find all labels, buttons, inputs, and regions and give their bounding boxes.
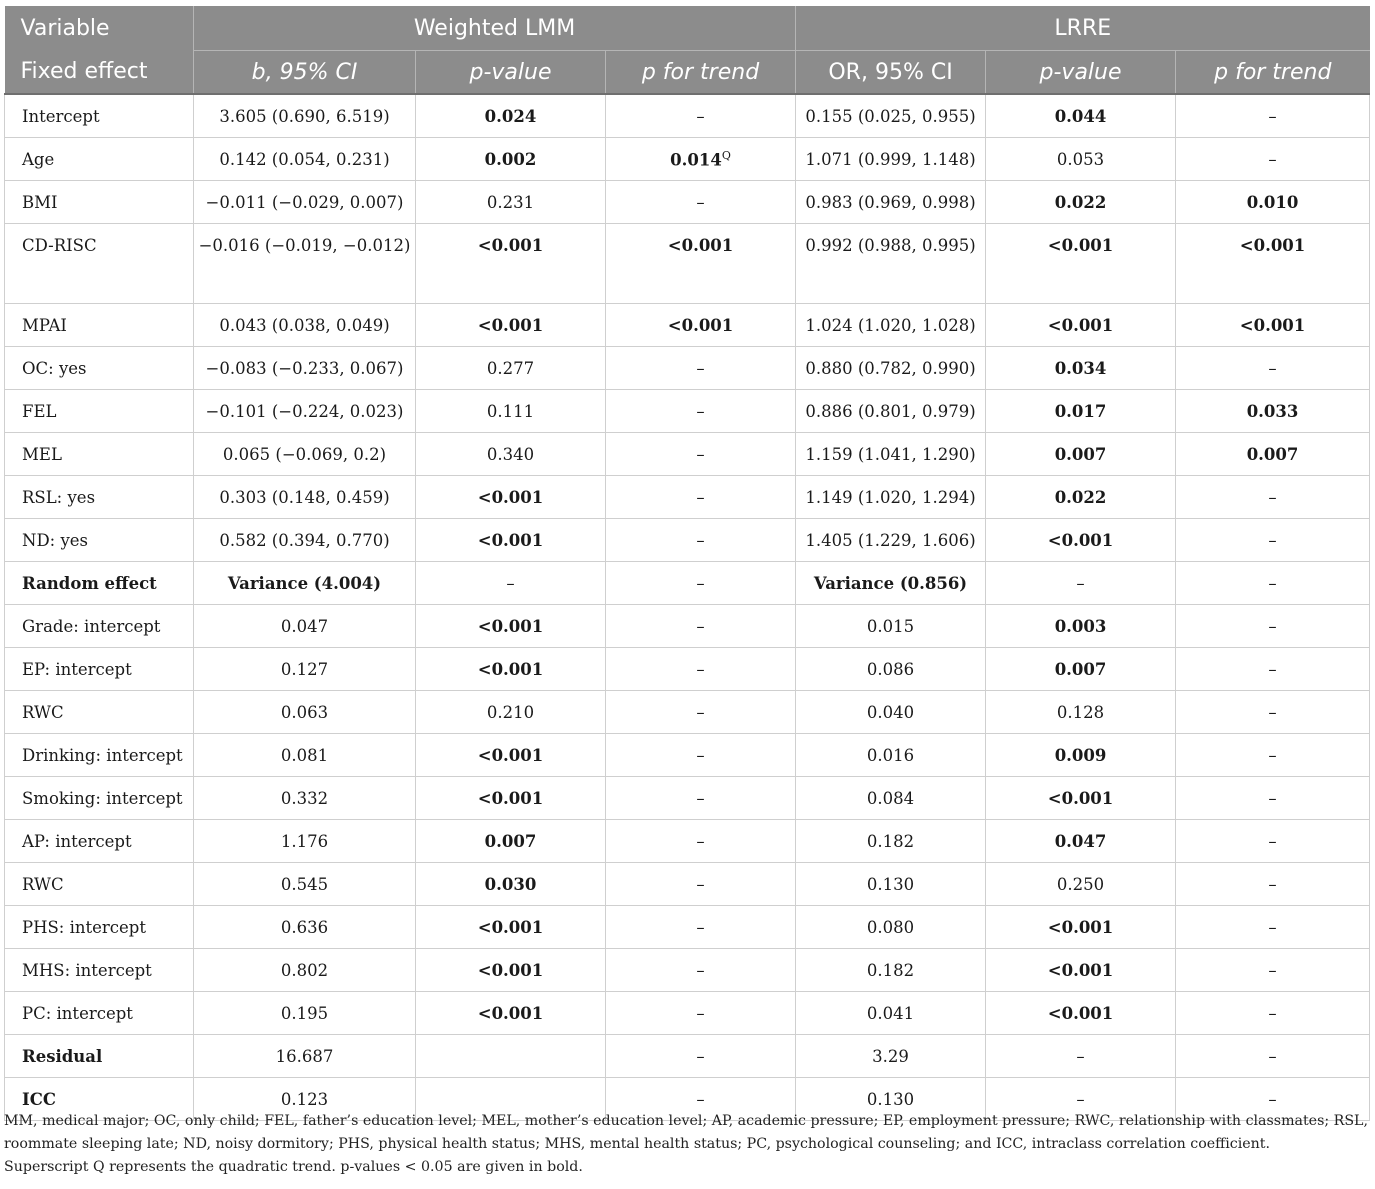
header-fixed-effect: Fixed effect bbox=[5, 51, 194, 95]
cell-variable: Drinking: intercept bbox=[5, 734, 194, 777]
cell-variable: PHS: intercept bbox=[5, 906, 194, 949]
cell-variable: RWC bbox=[5, 691, 194, 734]
cell-lrre-estimate: 0.182 bbox=[796, 820, 986, 863]
cell-variable: ND: yes bbox=[5, 519, 194, 562]
cell-lmm-pvalue: 0.007 bbox=[416, 820, 606, 863]
cell-lrre-ptrend: – bbox=[1176, 138, 1370, 181]
cell-lrre-estimate: 0.130 bbox=[796, 1078, 986, 1121]
cell-lrre-ptrend: – bbox=[1176, 1078, 1370, 1121]
cell-lrre-pvalue: 0.022 bbox=[986, 476, 1176, 519]
cell-lmm-pvalue: 0.002 bbox=[416, 138, 606, 181]
cell-lmm-ptrend: – bbox=[606, 734, 796, 777]
table-row bbox=[5, 390, 1370, 433]
table-footnotes bbox=[4, 1110, 1369, 1179]
cell-lmm-ptrend: – bbox=[606, 390, 796, 433]
cell-variable: PC: intercept bbox=[5, 992, 194, 1035]
header-lmm-estimate: b, 95% CI bbox=[194, 51, 416, 95]
cell-lrre-ptrend: – bbox=[1176, 992, 1370, 1035]
cell-lrre-pvalue: 0.007 bbox=[986, 433, 1176, 476]
table-row bbox=[5, 347, 1370, 390]
cell-variable: EP: intercept bbox=[5, 648, 194, 691]
cell-lmm-pvalue: <0.001 bbox=[416, 949, 606, 992]
cell-lrre-ptrend: – bbox=[1176, 863, 1370, 906]
cell-lrre-pvalue: 0.128 bbox=[986, 691, 1176, 734]
cell-lrre-pvalue: 0.250 bbox=[986, 863, 1176, 906]
cell-lmm-pvalue: <0.001 bbox=[416, 605, 606, 648]
cell-lrre-pvalue: <0.001 bbox=[986, 992, 1176, 1035]
table-row bbox=[5, 519, 1370, 562]
cell-lrre-ptrend: – bbox=[1176, 605, 1370, 648]
cell-lrre-ptrend: 0.010 bbox=[1176, 181, 1370, 224]
cell-lmm-estimate: 0.303 (0.148, 0.459) bbox=[194, 476, 416, 519]
cell-lmm-estimate: 0.043 (0.038, 0.049) bbox=[194, 304, 416, 347]
cell-variable: Grade: intercept bbox=[5, 605, 194, 648]
table-row bbox=[5, 906, 1370, 949]
cell-variable: RWC bbox=[5, 863, 194, 906]
table-row bbox=[5, 734, 1370, 777]
header-lmm-pvalue: p-value bbox=[416, 51, 606, 95]
table-header bbox=[5, 6, 1370, 94]
cell-lmm-ptrend: – bbox=[606, 820, 796, 863]
cell-lmm-ptrend: – bbox=[606, 863, 796, 906]
cell-lrre-ptrend: – bbox=[1176, 691, 1370, 734]
cell-variable: MHS: intercept bbox=[5, 949, 194, 992]
table-row bbox=[5, 992, 1370, 1035]
table-row bbox=[5, 181, 1370, 224]
cell-variable: CD-RISC bbox=[5, 224, 194, 304]
cell-lmm-pvalue: 0.277 bbox=[416, 347, 606, 390]
cell-lmm-ptrend: – bbox=[606, 94, 796, 138]
cell-lmm-estimate: 0.195 bbox=[194, 992, 416, 1035]
cell-variable: Age bbox=[5, 138, 194, 181]
cell-lmm-estimate: −0.083 (−0.233, 0.067) bbox=[194, 347, 416, 390]
cell-lrre-pvalue: 0.044 bbox=[986, 94, 1176, 138]
cell-lmm-ptrend: – bbox=[606, 605, 796, 648]
cell-variable: OC: yes bbox=[5, 347, 194, 390]
cell-lrre-pvalue: <0.001 bbox=[986, 777, 1176, 820]
cell-variable: Random effect bbox=[5, 562, 194, 605]
table-row bbox=[5, 863, 1370, 906]
cell-lrre-pvalue: 0.047 bbox=[986, 820, 1176, 863]
cell-lrre-ptrend: – bbox=[1176, 562, 1370, 605]
cell-lmm-estimate: 0.123 bbox=[194, 1078, 416, 1121]
cell-variable: Intercept bbox=[5, 94, 194, 138]
cell-lmm-estimate: 0.081 bbox=[194, 734, 416, 777]
cell-lrre-ptrend: – bbox=[1176, 820, 1370, 863]
cell-lrre-estimate: 0.130 bbox=[796, 863, 986, 906]
table-row bbox=[5, 476, 1370, 519]
cell-lrre-ptrend: – bbox=[1176, 347, 1370, 390]
cell-lrre-estimate: Variance (0.856) bbox=[796, 562, 986, 605]
cell-variable: Smoking: intercept bbox=[5, 777, 194, 820]
cell-lmm-pvalue: <0.001 bbox=[416, 648, 606, 691]
cell-lrre-estimate: 1.149 (1.020, 1.294) bbox=[796, 476, 986, 519]
cell-variable: AP: intercept bbox=[5, 820, 194, 863]
cell-lmm-estimate: 0.802 bbox=[194, 949, 416, 992]
cell-lmm-pvalue: <0.001 bbox=[416, 304, 606, 347]
cell-lmm-pvalue: <0.001 bbox=[416, 777, 606, 820]
cell-variable: MPAI bbox=[5, 304, 194, 347]
cell-lrre-pvalue: – bbox=[986, 1035, 1176, 1078]
cell-lrre-pvalue: <0.001 bbox=[986, 906, 1176, 949]
table-row bbox=[5, 224, 1370, 304]
cell-lrre-pvalue: 0.017 bbox=[986, 390, 1176, 433]
cell-lrre-pvalue: – bbox=[986, 1078, 1176, 1121]
cell-lmm-ptrend: – bbox=[606, 949, 796, 992]
cell-lrre-pvalue: – bbox=[986, 562, 1176, 605]
cell-lmm-ptrend: – bbox=[606, 648, 796, 691]
cell-lrre-estimate: 1.071 (0.999, 1.148) bbox=[796, 138, 986, 181]
table-row bbox=[5, 949, 1370, 992]
cell-lrre-pvalue: <0.001 bbox=[986, 304, 1176, 347]
table-row bbox=[5, 648, 1370, 691]
cell-lrre-ptrend: – bbox=[1176, 949, 1370, 992]
table-row bbox=[5, 777, 1370, 820]
cell-lrre-estimate: 0.016 bbox=[796, 734, 986, 777]
cell-lmm-pvalue: – bbox=[416, 562, 606, 605]
cell-lrre-ptrend: – bbox=[1176, 94, 1370, 138]
cell-lmm-pvalue: <0.001 bbox=[416, 906, 606, 949]
table-row bbox=[5, 605, 1370, 648]
cell-lmm-ptrend: – bbox=[606, 777, 796, 820]
cell-lrre-pvalue: <0.001 bbox=[986, 949, 1176, 992]
cell-lmm-estimate: 0.047 bbox=[194, 605, 416, 648]
cell-lmm-estimate: 0.582 (0.394, 0.770) bbox=[194, 519, 416, 562]
cell-lmm-estimate: Variance (4.004) bbox=[194, 562, 416, 605]
header-lrre-ptrend: p for trend bbox=[1176, 51, 1370, 95]
cell-lmm-ptrend: <0.001 bbox=[606, 304, 796, 347]
cell-lrre-estimate: 0.084 bbox=[796, 777, 986, 820]
footnote-abbreviations: MM, medical major; OC, only child; FEL, father’s education level; MEL, mother’s education level; AP, academic pressure; EP, employment pressure; RWC, relationship with classmates; RSL, roommate sleeping late; ND, noisy dormitory; PHS, physical health status; MHS, mental health status; PC, psychological counseling; and ICC, intraclass correlation coefficient. bbox=[4, 1113, 1368, 1152]
cell-lmm-pvalue: <0.001 bbox=[416, 519, 606, 562]
cell-lrre-estimate: 1.159 (1.041, 1.290) bbox=[796, 433, 986, 476]
cell-lrre-ptrend: 0.033 bbox=[1176, 390, 1370, 433]
cell-lrre-estimate: 0.992 (0.988, 0.995) bbox=[796, 224, 986, 304]
cell-lrre-ptrend: – bbox=[1176, 734, 1370, 777]
cell-lrre-pvalue: 0.007 bbox=[986, 648, 1176, 691]
cell-lrre-pvalue: 0.003 bbox=[986, 605, 1176, 648]
cell-lrre-ptrend: <0.001 bbox=[1176, 304, 1370, 347]
results-table bbox=[4, 6, 1370, 1121]
header-group-lrre: LRRE bbox=[796, 6, 1370, 51]
cell-lrre-estimate: 0.155 (0.025, 0.955) bbox=[796, 94, 986, 138]
header-lmm-ptrend: p for trend bbox=[606, 51, 796, 95]
cell-lrre-estimate: 0.015 bbox=[796, 605, 986, 648]
table-body bbox=[5, 94, 1370, 1121]
cell-variable: Residual bbox=[5, 1035, 194, 1078]
cell-lrre-pvalue: 0.034 bbox=[986, 347, 1176, 390]
cell-lrre-ptrend: <0.001 bbox=[1176, 224, 1370, 304]
cell-lmm-ptrend: <0.001 bbox=[606, 224, 796, 304]
table-row bbox=[5, 304, 1370, 347]
cell-lmm-pvalue: 0.231 bbox=[416, 181, 606, 224]
cell-lrre-pvalue: <0.001 bbox=[986, 519, 1176, 562]
cell-lrre-pvalue: 0.053 bbox=[986, 138, 1176, 181]
cell-lmm-pvalue: 0.024 bbox=[416, 94, 606, 138]
cell-variable: FEL bbox=[5, 390, 194, 433]
table-row bbox=[5, 94, 1370, 138]
cell-lmm-ptrend: – bbox=[606, 476, 796, 519]
cell-lrre-ptrend: 0.007 bbox=[1176, 433, 1370, 476]
table-row bbox=[5, 1035, 1370, 1078]
cell-variable: ICC bbox=[5, 1078, 194, 1121]
cell-lmm-ptrend: – bbox=[606, 562, 796, 605]
cell-lrre-ptrend: – bbox=[1176, 1035, 1370, 1078]
table-row bbox=[5, 562, 1370, 605]
cell-lmm-pvalue: <0.001 bbox=[416, 992, 606, 1035]
cell-lmm-estimate: −0.101 (−0.224, 0.023) bbox=[194, 390, 416, 433]
cell-lrre-estimate: 0.086 bbox=[796, 648, 986, 691]
cell-lmm-estimate: 0.127 bbox=[194, 648, 416, 691]
cell-lrre-estimate: 0.040 bbox=[796, 691, 986, 734]
cell-lmm-ptrend: – bbox=[606, 992, 796, 1035]
table-row bbox=[5, 820, 1370, 863]
cell-lmm-estimate: 1.176 bbox=[194, 820, 416, 863]
cell-lmm-ptrend: – bbox=[606, 906, 796, 949]
cell-lmm-pvalue: 0.111 bbox=[416, 390, 606, 433]
cell-lrre-pvalue: 0.009 bbox=[986, 734, 1176, 777]
cell-lmm-ptrend: – bbox=[606, 347, 796, 390]
cell-lmm-estimate: 0.063 bbox=[194, 691, 416, 734]
cell-lmm-estimate: −0.016 (−0.019, −0.012) bbox=[194, 224, 416, 304]
superscript-marker: Q bbox=[721, 148, 731, 162]
cell-lmm-estimate: 0.065 (−0.069, 0.2) bbox=[194, 433, 416, 476]
cell-lrre-pvalue: <0.001 bbox=[986, 224, 1176, 304]
cell-lmm-estimate: 16.687 bbox=[194, 1035, 416, 1078]
cell-lmm-pvalue: 0.210 bbox=[416, 691, 606, 734]
cell-lmm-ptrend: – bbox=[606, 1078, 796, 1121]
cell-lrre-estimate: 0.983 (0.969, 0.998) bbox=[796, 181, 986, 224]
header-lrre-estimate: OR, 95% CI bbox=[796, 51, 986, 95]
cell-lmm-estimate: 0.332 bbox=[194, 777, 416, 820]
cell-lmm-estimate: −0.011 (−0.029, 0.007) bbox=[194, 181, 416, 224]
cell-lmm-ptrend: – bbox=[606, 1035, 796, 1078]
cell-lrre-ptrend: – bbox=[1176, 519, 1370, 562]
table-row bbox=[5, 433, 1370, 476]
cell-lrre-estimate: 0.080 bbox=[796, 906, 986, 949]
header-variable: Variable bbox=[5, 6, 194, 51]
cell-lrre-estimate: 0.880 (0.782, 0.990) bbox=[796, 347, 986, 390]
cell-lrre-ptrend: – bbox=[1176, 476, 1370, 519]
cell-lmm-ptrend: – bbox=[606, 691, 796, 734]
cell-lrre-estimate: 0.886 (0.801, 0.979) bbox=[796, 390, 986, 433]
cell-lrre-estimate: 0.182 bbox=[796, 949, 986, 992]
table-row bbox=[5, 691, 1370, 734]
cell-lrre-estimate: 0.041 bbox=[796, 992, 986, 1035]
cell-lrre-ptrend: – bbox=[1176, 648, 1370, 691]
cell-lmm-estimate: 0.142 (0.054, 0.231) bbox=[194, 138, 416, 181]
cell-lmm-pvalue: 0.030 bbox=[416, 863, 606, 906]
cell-lmm-ptrend: – bbox=[606, 519, 796, 562]
cell-lmm-pvalue: <0.001 bbox=[416, 476, 606, 519]
results-table-container bbox=[4, 6, 1369, 1121]
cell-lrre-ptrend: – bbox=[1176, 906, 1370, 949]
cell-lrre-estimate: 3.29 bbox=[796, 1035, 986, 1078]
cell-variable: RSL: yes bbox=[5, 476, 194, 519]
cell-lmm-estimate: 0.545 bbox=[194, 863, 416, 906]
footnote-legend: Superscript Q represents the quadratic trend. p-values < 0.05 are given in bold. bbox=[4, 1159, 583, 1175]
cell-lmm-pvalue bbox=[416, 1035, 606, 1078]
cell-lmm-estimate: 3.605 (0.690, 6.519) bbox=[194, 94, 416, 138]
cell-lmm-ptrend: – bbox=[606, 433, 796, 476]
cell-lmm-pvalue: <0.001 bbox=[416, 734, 606, 777]
cell-lmm-estimate: 0.636 bbox=[194, 906, 416, 949]
cell-lmm-ptrend: $0.014^Q$ bbox=[606, 138, 796, 181]
cell-lrre-estimate: 1.405 (1.229, 1.606) bbox=[796, 519, 986, 562]
cell-lrre-estimate: 1.024 (1.020, 1.028) bbox=[796, 304, 986, 347]
cell-lmm-pvalue: 0.340 bbox=[416, 433, 606, 476]
cell-variable: MEL bbox=[5, 433, 194, 476]
cell-lmm-pvalue: <0.001 bbox=[416, 224, 606, 304]
cell-lmm-ptrend: – bbox=[606, 181, 796, 224]
cell-lrre-pvalue: 0.022 bbox=[986, 181, 1176, 224]
table-row bbox=[5, 138, 1370, 181]
cell-lrre-ptrend: – bbox=[1176, 777, 1370, 820]
cell-variable: BMI bbox=[5, 181, 194, 224]
header-group-weighted-lmm: Weighted LMM bbox=[194, 6, 796, 51]
header-lrre-pvalue: p-value bbox=[986, 51, 1176, 95]
